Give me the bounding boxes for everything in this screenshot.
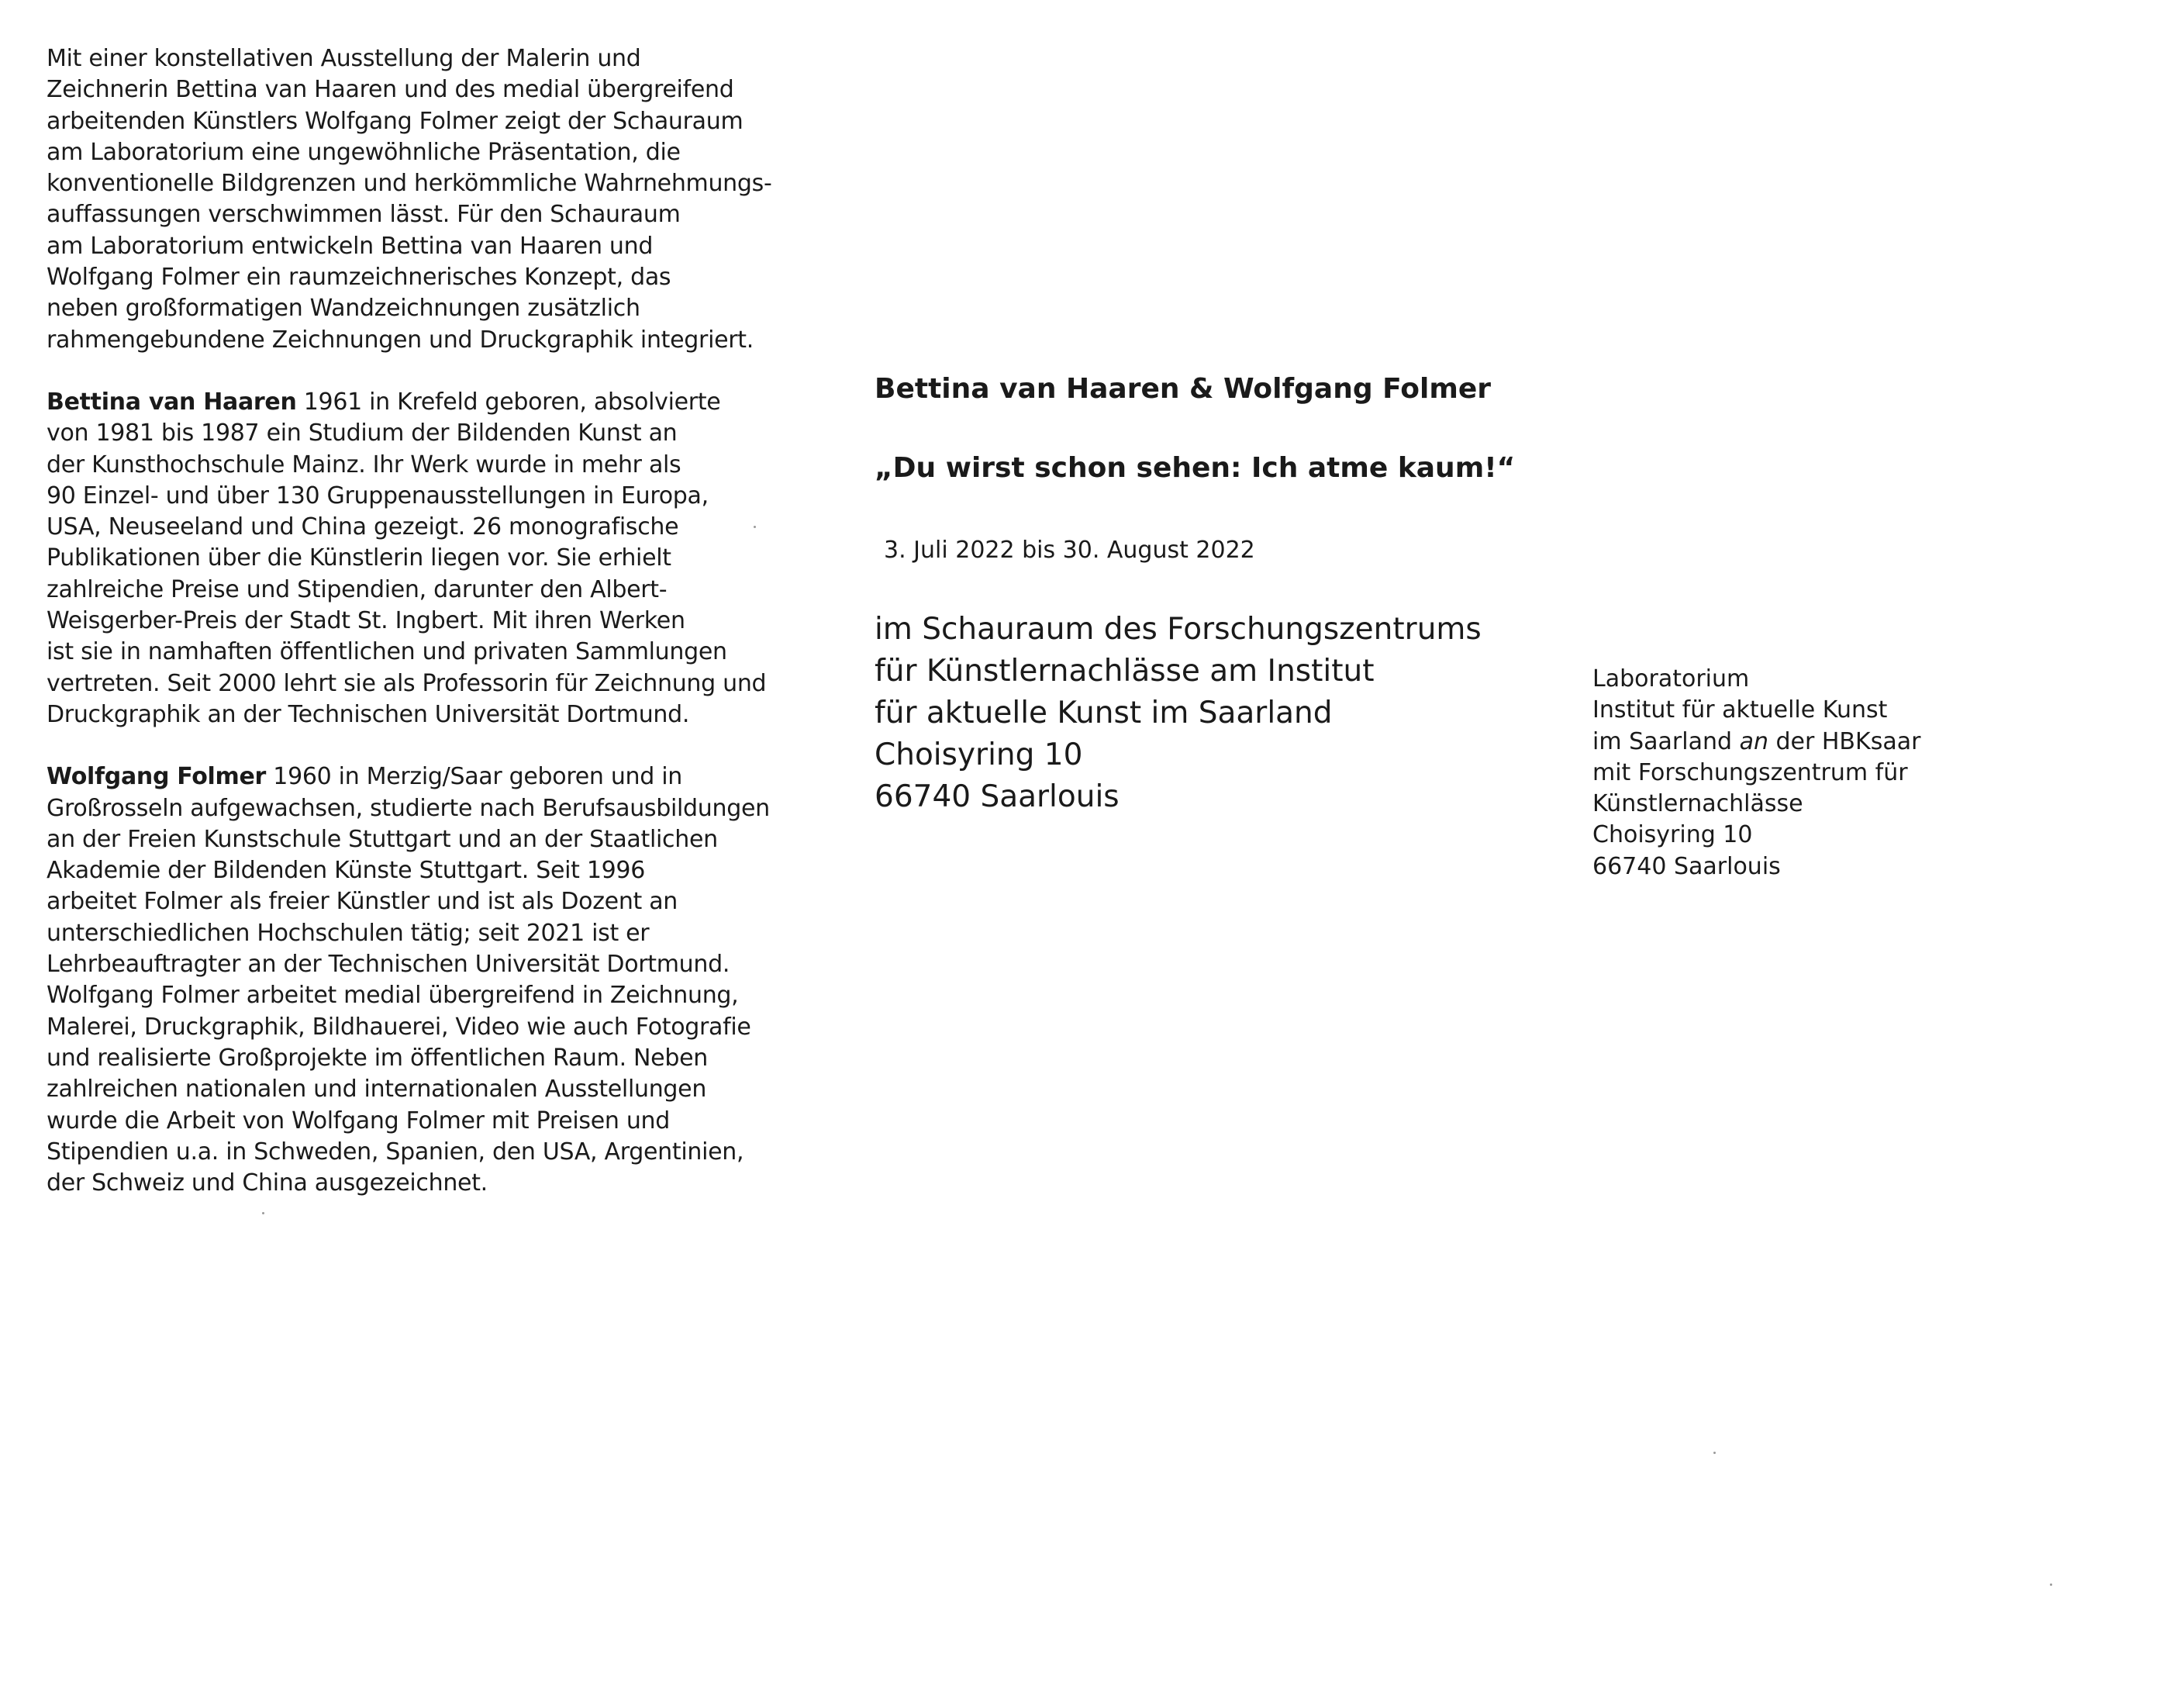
bio-folmer-line: Großrosseln aufgewachsen, studierte nach Berufsausbildungen [47,794,770,822]
bio-haaren-paragraph [47,387,767,730]
address-line: Laboratorium [1592,665,1750,692]
bio-folmer-line: Wolfgang Folmer arbeitet medial übergreifend in Zeichnung, [47,982,739,1010]
bio-haaren-line: USA, Neuseeland und China gezeigt. 26 monografische [47,513,679,541]
intro-line: Mit einer konstellativen Ausstellung der Malerin und [47,45,641,72]
exhibition-venue [875,609,1572,818]
bio-folmer-line: an der Freien Kunstschule Stuttgart und an der Staatlichen [47,825,718,853]
intro-line: Zeichnerin Bettina van Haaren und des medial übergreifend [47,76,734,104]
address-line: Choisyring 10 [1592,821,1753,849]
artist-name-folmer: Wolfgang Folmer [47,763,267,791]
venue-line: im Schauraum des Forschungszentrums [875,612,1482,647]
bio-haaren-line: 90 Einzel- und über 130 Gruppenausstellungen in Europa, [47,482,709,509]
bio-haaren-line: vertreten. Seit 2000 lehrt sie als Professorin für Zeichnung und [47,669,767,697]
venue-line: für aktuelle Kunst im Saarland [875,696,1333,730]
intro-line: arbeitenden Künstlers Wolfgang Folmer zeigt der Schauraum [47,107,744,135]
intro-line: neben großformatigen Wandzeichnungen zusätzlich [47,295,640,323]
bio-haaren-line: der Kunsthochschule Mainz. Ihr Werk wurde in mehr als [47,451,681,478]
address-line [1592,727,1980,758]
intro-line: am Laboratorium entwickeln Bettina van Haaren und [47,232,654,260]
exhibition-title: „Du wirst schon sehen: Ich atme kaum!“ [875,452,1516,484]
bio-haaren-line: Weisgerber-Preis der Stadt St. Ingbert. Mit ihren Werken [47,607,685,635]
venue-line: Choisyring 10 [875,737,1083,772]
left-column [47,43,772,1230]
bio-folmer-line: Stipendien u.a. in Schweden, Spanien, den USA, Argentinien, [47,1138,744,1166]
bio-folmer-line: der Schweiz und China ausgezeichnet. [47,1169,488,1197]
bio-folmer-line: wurde die Arbeit von Wolfgang Folmer mit Preisen und [47,1107,671,1134]
bio-folmer-line: und realisierte Großprojekte im öffentlichen Raum. Neben [47,1044,708,1072]
scan-speck [754,526,756,528]
address-line: Institut für aktuelle Kunst [1592,696,1888,724]
exhibition-info [875,372,1572,818]
scan-speck [262,1212,264,1214]
intro-line: Wolfgang Folmer ein raumzeichnerisches Konzept, das [47,264,671,292]
venue-line: 66740 Saarlouis [875,779,1120,814]
bio-folmer-line: arbeitet Folmer als freier Künstler und ist als Dozent an [47,888,678,916]
address-line-emphasis: an [1739,727,1768,755]
address-line-part: der HBKsaar [1768,727,1921,755]
bio-haaren-line: Druckgraphik an der Technischen Universität Dortmund. [47,700,690,728]
bio-folmer-first-line [47,761,760,793]
scan-speck [1713,1452,1716,1454]
bio-folmer-line: unterschiedlichen Hochschulen tätig; seit 2021 ist er [47,919,650,947]
bio-haaren-first-line-rest: 1961 in Krefeld geboren, absolvierte [296,388,721,416]
intro-paragraph [47,43,772,356]
bio-folmer-line: Malerei, Druckgraphik, Bildhauerei, Video wie auch Fotografie [47,1013,751,1041]
exhibition-dates: 3. Juli 2022 bis 30. August 2022 [884,537,1255,564]
bio-folmer-line: Lehrbeauftragter an der Technischen Universität Dortmund. [47,951,730,979]
venue-line: für Künstlernachlässe am Institut [875,654,1375,689]
address-line: mit Forschungszentrum für [1592,758,1908,786]
bio-folmer-line: Akademie der Bildenden Künste Stuttgart. Seit 1996 [47,857,646,885]
bio-haaren-first-line [47,387,760,418]
bio-folmer-first-line-rest: 1960 in Merzig/Saar geboren und in [266,763,682,791]
scan-speck [2050,1583,2052,1586]
address-line: 66740 Saarlouis [1592,852,1781,880]
artist-name-haaren: Bettina van Haaren [47,388,297,416]
intro-line: konventionelle Bildgrenzen und herkömmliche Wahrnehmungs- [47,170,772,198]
bio-folmer-paragraph [47,761,770,1199]
bio-haaren-line: ist sie in namhaften öffentlichen und privaten Sammlungen [47,638,727,666]
exhibition-artists: Bettina van Haaren & Wolfgang Folmer [875,373,1492,405]
bio-haaren-line: zahlreiche Preise und Stipendien, darunter den Albert- [47,575,668,603]
intro-line: rahmengebundene Zeichnungen und Druckgraphik integriert. [47,326,754,354]
intro-line: auffassungen verschwimmen lässt. Für den Schauraum [47,201,681,229]
institution-address [1592,664,1980,882]
intro-line: am Laboratorium eine ungewöhnliche Präsentation, die [47,138,681,166]
bio-haaren-line: von 1981 bis 1987 ein Studium der Bildenden Kunst an [47,420,678,447]
address-line: Künstlernachlässe [1592,790,1803,818]
bio-folmer-line: zahlreichen nationalen und internationalen Ausstellungen [47,1076,707,1103]
bio-haaren-line: Publikationen über die Künstlerin liegen vor. Sie erhielt [47,544,671,572]
address-line-part: im Saarland [1592,727,1740,755]
